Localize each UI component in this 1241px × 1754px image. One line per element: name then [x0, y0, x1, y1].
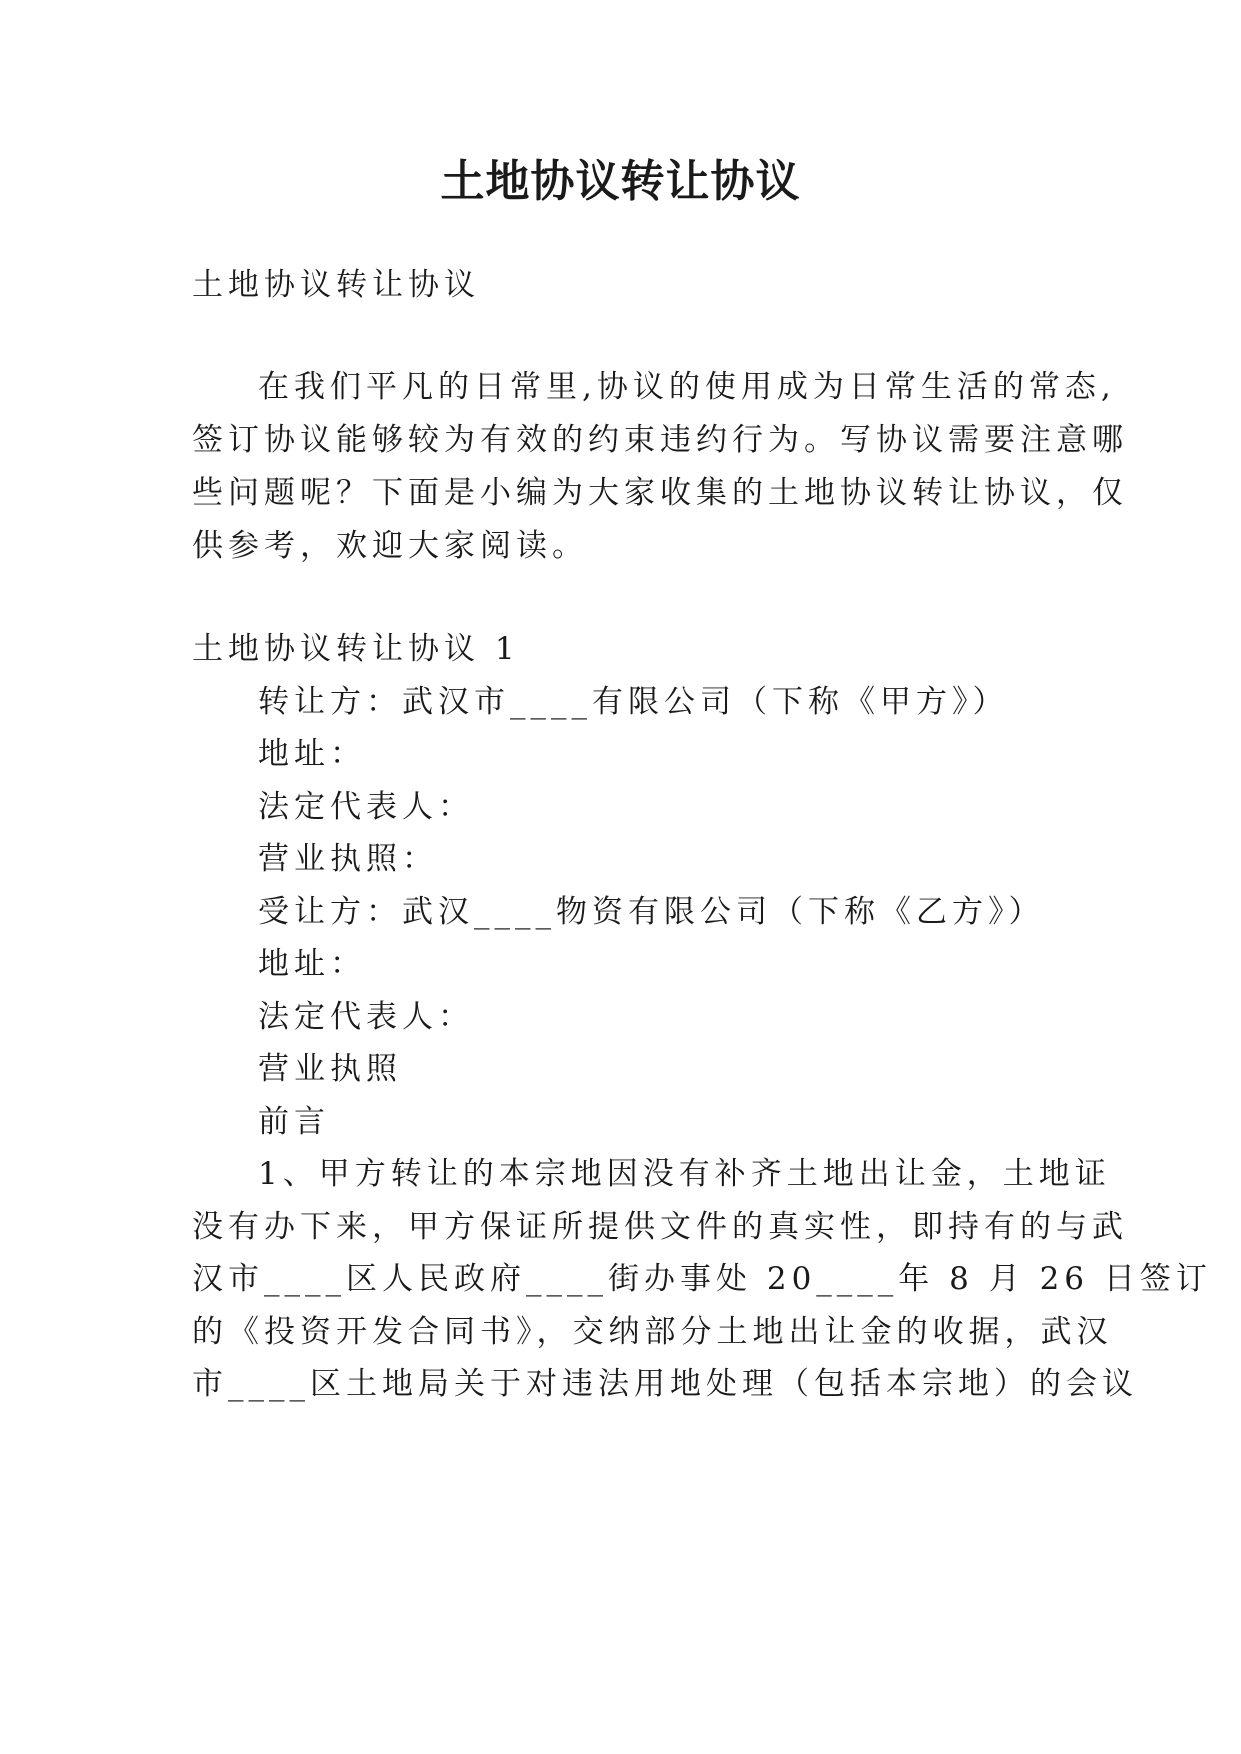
- party-line: 法定代表人：: [258, 999, 474, 1035]
- party-line: 营业执照: [258, 1051, 402, 1087]
- document-subtitle: 土地协议转让协议: [192, 267, 480, 303]
- party-line: 转让方：武汉市____有限公司（下称《甲方》）: [258, 684, 1009, 720]
- section-heading: 土地协议转让协议 1: [192, 631, 520, 667]
- party-line: 营业执照：: [258, 841, 438, 877]
- clause-line: 汉市____区人民政府____街办事处 20____年 8 月 26 日签订: [192, 1261, 1212, 1297]
- clause-line: 市____区土地局关于对违法用地处理（包括本宗地）的会议: [192, 1366, 1138, 1402]
- intro-line: 签订协议能够较为有效的约束违约行为。写协议需要注意哪: [192, 422, 1128, 458]
- party-line: 前言: [258, 1104, 330, 1140]
- document-title: 土地协议转让协议: [440, 156, 801, 207]
- party-line: 受让方：武汉____物资有限公司（下称《乙方》）: [258, 894, 1045, 930]
- clause-line: 1、甲方转让的本宗地因没有补齐土地出让金，土地证: [258, 1156, 1111, 1192]
- party-line: 地址：: [258, 736, 366, 772]
- intro-line: 供参考，欢迎大家阅读。: [192, 528, 588, 564]
- clause-line: 没有办下来，甲方保证所提供文件的真实性，即持有的与武: [192, 1209, 1128, 1245]
- clause-line: 的《投资开发合同书》，交纳部分土地出让金的收据，武汉: [192, 1314, 1113, 1350]
- party-line: 法定代表人：: [258, 789, 474, 825]
- intro-line: 些问题呢？下面是小编为大家收集的土地协议转让协议，仅: [192, 475, 1128, 511]
- party-line: 地址：: [258, 946, 366, 982]
- intro-line: 在我们平凡的日常里,协议的使用成为日常生活的常态,: [258, 369, 1116, 405]
